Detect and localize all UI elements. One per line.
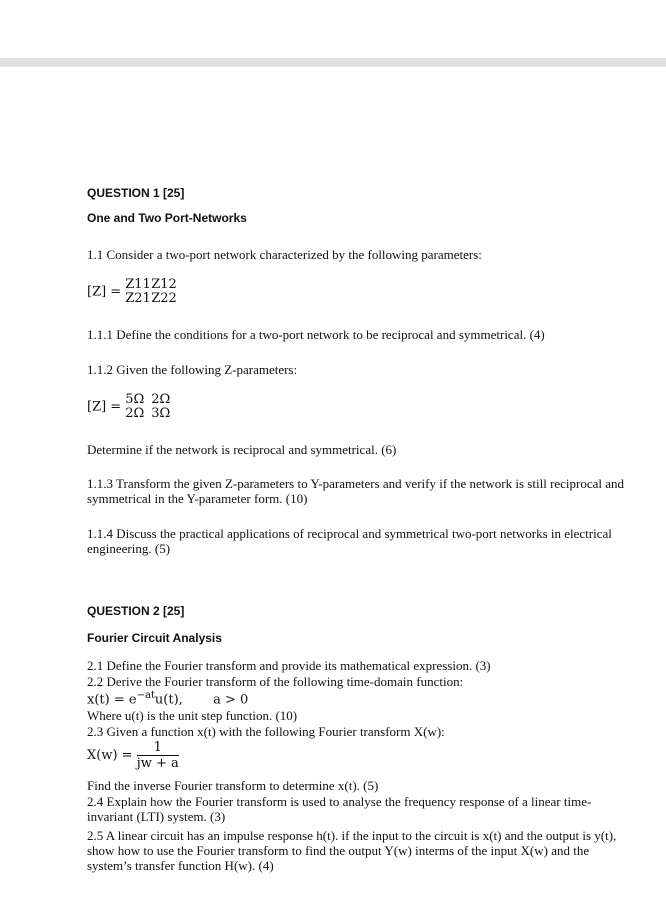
q2-3-text: 2.3 Given a function x(t) with the following Fourier transform X(w): xyxy=(87,724,445,739)
z-matrix-numeric xyxy=(87,393,177,421)
eq2-denominator: jw + a xyxy=(136,756,179,771)
equation-X-of-w xyxy=(87,740,179,771)
z21: Z21 xyxy=(125,291,151,306)
q2-5-text: 2.5 A linear circuit has an impulse response h(t). if the input to the circuit is x(t) and the output is y(t), show how to use the Fourier transform to find the output Y(w) interms of the input X(w) and the system’s transfer function H(w). (4) xyxy=(87,828,617,873)
question-2-subtitle: Fourier Circuit Analysis xyxy=(87,631,222,645)
eq1-exponent: −at xyxy=(136,690,155,701)
q1-1-2-text: 1.1.2 Given the following Z-parameters: xyxy=(87,362,298,377)
eq2-numerator: 1 xyxy=(137,740,179,756)
q1-1-2-determine: Determine if the network is reciprocal and symmetrical. (6) xyxy=(87,442,397,457)
q1-1-3-text: 1.1.3 Transform the given Z-parameters to Y-parameters and verify if the network is still reciprocal and symmetrical in the Y-parameter form. (10) xyxy=(87,476,625,506)
z12: Z12 xyxy=(151,277,177,292)
z-matrix-values xyxy=(125,393,177,421)
eq1-step: u(t), xyxy=(154,692,183,708)
equation-x-of-t xyxy=(87,690,248,707)
z-label-2: [Z] = xyxy=(87,399,122,415)
question-1-title: QUESTION 1 [25] xyxy=(87,186,185,200)
eq1-condition: a > 0 xyxy=(213,692,249,708)
z-matrix-cells xyxy=(125,278,177,306)
z11: Z11 xyxy=(125,277,151,292)
z22: Z22 xyxy=(151,291,177,306)
top-divider-bar xyxy=(0,58,666,67)
q2-2-text: 2.2 Derive the Fourier transform of the following time-domain function: xyxy=(87,674,464,689)
q1-1-4-text: 1.1.4 Discuss the practical applications of reciprocal and symmetrical two-port networks in electrical engineering. (5) xyxy=(87,526,612,556)
eq2-fraction xyxy=(137,740,179,771)
q2-2-where: Where u(t) is the unit step function. (10) xyxy=(87,708,298,723)
z-value-11: 5Ω xyxy=(125,392,145,407)
q2-1-text: 2.1 Define the Fourier transform and provide its mathematical expression. (3) xyxy=(87,658,491,673)
z-value-21: 2Ω xyxy=(125,406,145,421)
q2-4-text: 2.4 Explain how the Fourier transform is used to analyse the frequency response of a linear time-invariant (LTI) system. (3) xyxy=(87,794,592,824)
question-1-subtitle: One and Two Port-Networks xyxy=(87,211,247,225)
q1-1-text: 1.1 Consider a two-port network characterized by the following parameters: xyxy=(87,247,482,262)
q2-3-inverse: Find the inverse Fourier transform to determine x(t). (5) xyxy=(87,778,379,793)
z-matrix-symbolic xyxy=(87,278,177,306)
eq2-lhs: X(w) = xyxy=(87,748,133,763)
eq1-lhs: x(t) = e xyxy=(87,692,137,708)
q1-1-1-text: 1.1.1 Define the conditions for a two-port network to be reciprocal and symmetrical. (4) xyxy=(87,327,545,342)
z-label: [Z] = xyxy=(87,284,122,300)
z-value-12: 2Ω xyxy=(151,392,171,407)
question-2-title: QUESTION 2 [25] xyxy=(87,604,185,618)
z-value-22: 3Ω xyxy=(151,406,171,421)
